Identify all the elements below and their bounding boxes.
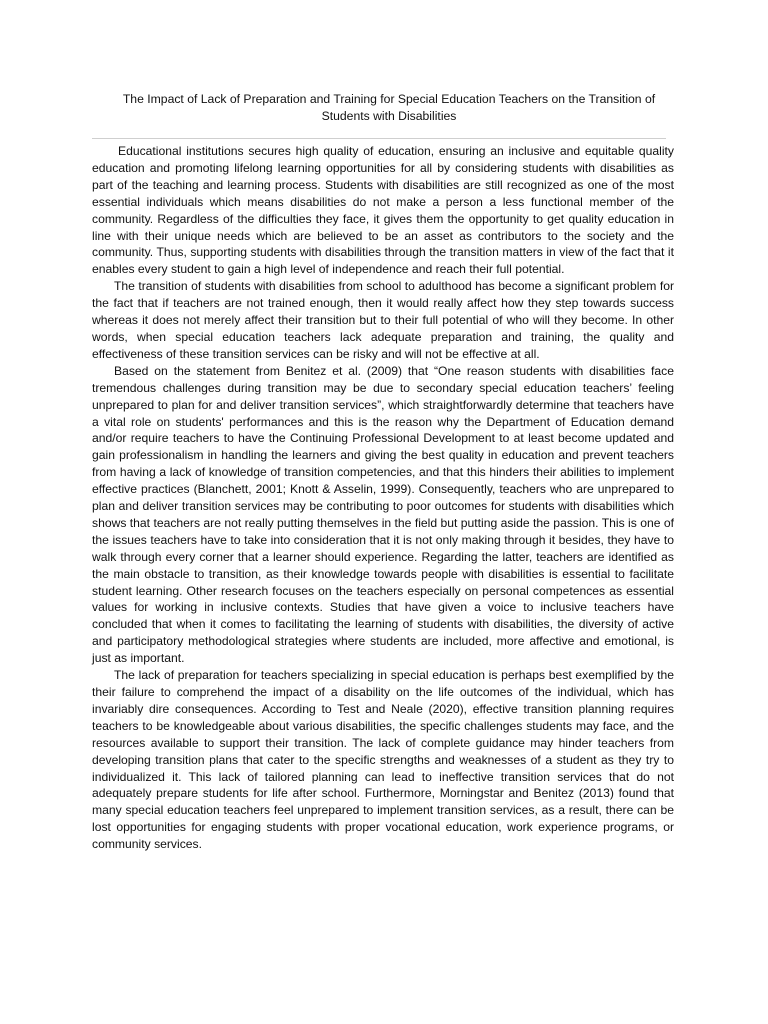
paragraph-3: Based on the statement from Benitez et al. (2009) that “One reason students with disabilities face tremendous challenges during transition may be due to secondary special education teachers’ feeling unprepared to plan for and deliver transition services”, which straightforwardly determine that teachers have a vital role on students' performances and this is the reason why the Department of Education demand and/or require teachers to have the Continuing Professional Development to at least become updated and gain professionalism in handling the learners and giving the best quality in education and prevent teachers from having a lack of knowledge of transition competencies, and that this hinders their abilities to implement effective practices (Blanchett, 2001; Knott & Asselin, 1999). Consequently, teachers who are unprepared to plan and deliver transition services may be contributing to poor outcomes for students with disabilities which shows that teachers are not really putting themselves in the field but putting aside the passion. This is one of the issues teachers have to take into consideration that it is not only making through it besides, they have to walk through every corner that a learner should experience. Regarding the latter, teachers are identified as the main obstacle to transition, as their knowledge towards people with disabilities is essential to facilitate student learning. Other research focuses on the teachers especially on personal competences as essential values for working in inclusive contexts. Studies that have given a voice to inclusive teachers have concluded that when it comes to facilitating the learning of students with disabilities, the diversity of active and participatory methodological strategies where students are included, more affective and emotional, is just as important.: [92, 363, 674, 666]
paragraph-2: The transition of students with disabilities from school to adulthood has become a significant problem for the fact that if teachers are not trained enough, then it would really affect how they step towards success whereas it does not merely affect their transition but to their full potential of who will they become. In other words, when special education teachers lack adequate preparation and training, the quality and effectiveness of these transition services can be risky and will not be effective at all.: [92, 279, 674, 361]
title-divider: [92, 138, 666, 139]
paragraph-4: The lack of preparation for teachers specializing in special education is perhaps best exemplified by the their failure to comprehend the impact of a disability on the life outcomes of the individual, which has invariably dire consequences. According to Test and Neale (2020), effective transition planning requires teachers to be knowledgeable about various disabilities, the specific challenges students may face, and the resources available to support their transition. The lack of complete guidance may hinder teachers from developing transition plans that cater to the specific strengths and weaknesses of a student as they try to individualized it. This lack of tailored planning can lead to ineffective transition services that do not adequately prepare students for life after school. Furthermore, Morningstar and Benitez (2013) found that many special education teachers feel unprepared to implement transition services, as a result, there can be lost opportunities for engaging students with proper vocational education, work experience programs, or community services.: [92, 668, 674, 852]
document-title: The Impact of Lack of Preparation and Training for Special Education Teachers on the Transition of Students with Disabilities: [122, 92, 656, 123]
document-body: [92, 143, 674, 853]
paragraph-1: Educational institutions secures high quality of education, ensuring an inclusive and equitable quality education and promoting lifelong learning opportunities for all by considering students with disabilities as part of the teaching and learning process. Students with disabilities are still recognized as one of the most essential individuals which means disabilities do not make a person a less functional member of the community. Regardless of the difficulties they face, it gives them the opportunity to get quality education in line with their unique needs which are believed to be an asset as contributors to the society and the community. Thus, supporting students with disabilities through the transition matters in view of the fact that it enables every student to gain a high level of independence and reach their full potential.: [92, 144, 674, 277]
document-page: [92, 91, 674, 853]
